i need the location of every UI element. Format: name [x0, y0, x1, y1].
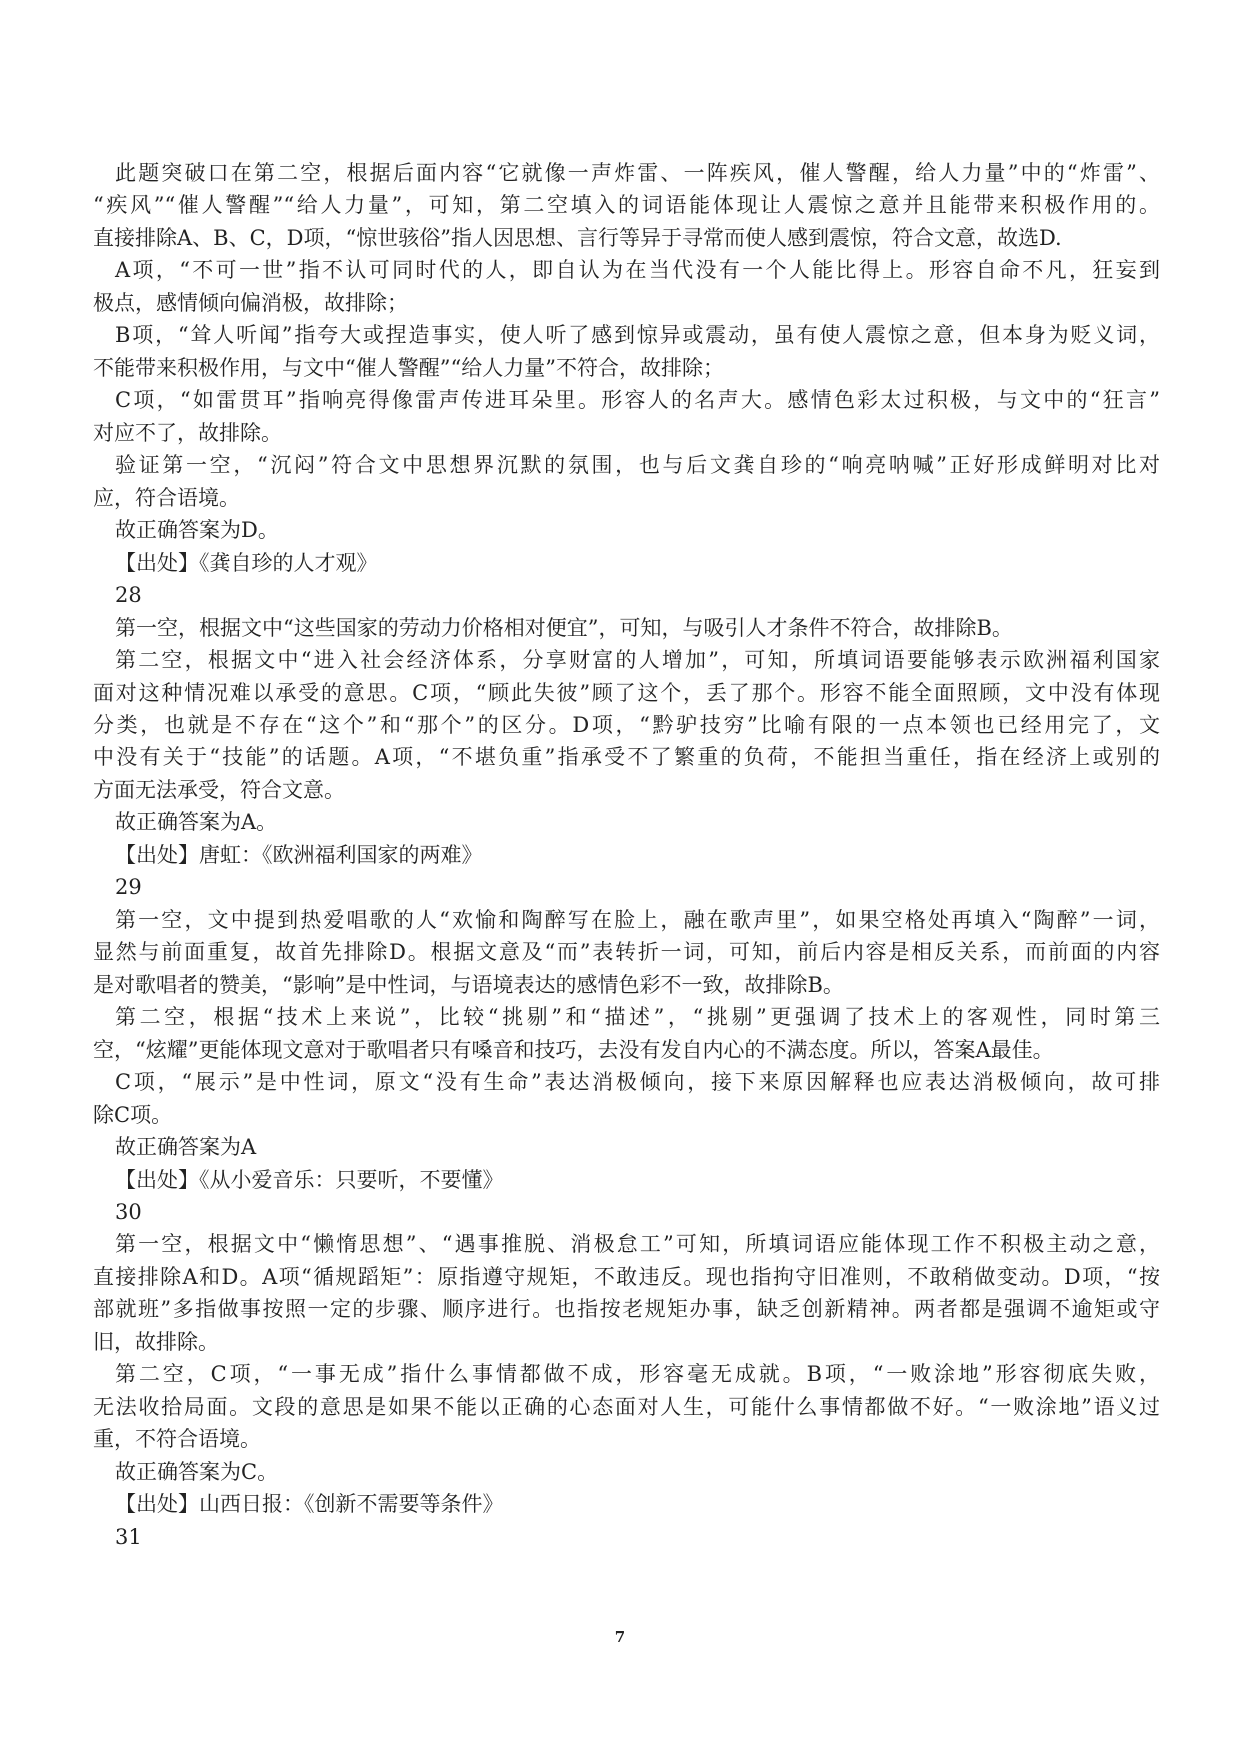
text-line: 【出处】山西日报：《创新不需要等条件》: [115, 1492, 504, 1517]
paragraph: [93, 1358, 1160, 1455]
text-line: 应，符合语境。: [93, 485, 240, 510]
text-line: 面对这种情况难以承受的意思。C项，“顾此失彼”顾了这个，丢了那个。形容不能全面照顾，文中没有体现: [93, 680, 1160, 705]
text-line: 第一空，文中提到热爱唱歌的人“欢愉和陶醉写在脸上，融在歌声里”，如果空格处再填入“陶醉”一词，: [115, 907, 1160, 932]
text-line: 【出处】唐虹：《欧洲福利国家的两难》: [115, 842, 483, 867]
text-line: 故正确答案为A: [115, 1135, 257, 1160]
paragraph: [93, 839, 1160, 871]
text-line: 故正确答案为C。: [115, 1459, 279, 1484]
text-line: 除C项。: [93, 1102, 173, 1127]
paragraph: [93, 644, 1160, 806]
text-line: 不能带来积极作用，与文中“催人警醒”“给人力量”不符合，故排除；: [93, 355, 724, 380]
text-line: 部就班”多指做事按照一定的步骤、顺序进行。也指按老规矩办事，缺乏创新精神。两者都是强调不逾矩或守: [93, 1297, 1160, 1322]
paragraph: [93, 1196, 1160, 1228]
text-line: 旧，故排除。: [93, 1329, 219, 1354]
text-line: 故正确答案为D。: [115, 518, 279, 543]
text-line: 方面无法承受，符合文意。: [93, 777, 345, 802]
text-line: 是对歌唱者的赞美，“影响”是中性词，与语境表达的感情色彩不一致，故排除B。: [93, 972, 844, 997]
page-number: 7: [614, 1628, 626, 1646]
text-line: 【出处】《龚自珍的人才观》: [115, 550, 378, 575]
text-line: 31: [115, 1524, 142, 1549]
text-line: 中没有关于“技能”的话题。A项，“不堪负重”指承受不了繁重的负荷，不能担当重任，指在经济上或别的: [93, 745, 1160, 770]
text-line: 空，“炫耀”更能体现文意对于歌唱者只有嗓音和技巧，去没有发自内心的不满态度。所以，答案A最佳。: [93, 1037, 1054, 1062]
text-line: 分类，也就是不存在“这个”和“那个”的区分。D项，“黔驴技穷”比喻有限的一点本领也已经用完了，文: [93, 712, 1160, 737]
text-line: A项，“不可一世”指不认可同时代的人，即自认为在当代没有一个人能比得上。形容自命不凡，狂妄到: [115, 258, 1160, 283]
text-line: 第二空，根据“技术上来说”，比较“挑剔”和“描述”，“挑剔”更强调了技术上的客观性，同时第三: [115, 1005, 1160, 1030]
text-line: 此题突破口在第二空，根据后面内容“它就像一声炸雷、一阵疾风，催人警醒，给人力量”中的“炸雷”、: [115, 161, 1160, 185]
text-line: 对应不了，故排除。: [93, 420, 282, 445]
text-line: 验证第一空，“沉闷”符合文中思想界沉默的氛围，也与后文龚自珍的“响亮呐喊”正好形成鲜明对比对: [115, 453, 1160, 478]
document-body: [93, 157, 1160, 1553]
paragraph: [93, 1456, 1160, 1488]
paragraph: [93, 579, 1160, 611]
text-line: 第二空，C项，“一事无成”指什么事情都做不成，形容毫无成就。B项，“一败涂地”形容彻底失败，: [115, 1362, 1160, 1387]
text-line: 直接排除A、B、C，D项，“惊世骇俗”指人因思想、言行等异于寻常而使人感到震惊，符合文意，故选D.: [93, 225, 1062, 250]
text-line: 故正确答案为A。: [115, 810, 278, 835]
text-line: 重，不符合语境。: [93, 1427, 261, 1452]
text-line: 第一空，根据文中“这些国家的劳动力价格相对便宜”，可知，与吸引人才条件不符合，故排除B。: [115, 615, 1013, 640]
text-line: 【出处】《从小爱音乐：只要听，不要懂》: [115, 1167, 504, 1192]
text-line: 28: [115, 583, 142, 608]
text-line: 直接排除A和D。A项“循规蹈矩”：原指遵守规矩，不敢违反。现也指拘守旧准则，不敢稍做变动。D项，“按: [93, 1264, 1160, 1289]
paragraph: [93, 1001, 1160, 1066]
text-line: 显然与前面重复，故首先排除D。根据文意及“而”表转折一词，可知，前后内容是相反关系，而前面的内容: [93, 940, 1160, 965]
text-line: 第一空，根据文中“懒惰思想”、“遇事推脱、消极怠工”可知，所填词语应能体现工作不积极主动之意，: [115, 1232, 1160, 1257]
paragraph: [93, 612, 1160, 644]
text-line: 极点，感情倾向偏消极，故排除；: [93, 290, 408, 315]
text-line: C项，“如雷贯耳”指响亮得像雷声传进耳朵里。形容人的名声大。感情色彩太过积极，与文中的“狂言”: [115, 388, 1160, 413]
paragraph: [93, 904, 1160, 1001]
text-line: 29: [115, 875, 142, 900]
paragraph: [93, 319, 1160, 384]
text-line: 第二空，根据文中“进入社会经济体系，分享财富的人增加”，可知，所填词语要能够表示欧洲福利国家: [115, 648, 1160, 673]
paragraph: [93, 449, 1160, 514]
text-line: B项，“耸人听闻”指夸大或捏造事实，使人听了感到惊异或震动，虽有使人震惊之意，但本身为贬义词，: [115, 323, 1160, 348]
paragraph: [93, 1066, 1160, 1131]
text-line: 30: [115, 1200, 142, 1224]
paragraph: [93, 1228, 1160, 1358]
paragraph: [93, 1164, 1160, 1196]
paragraph: [93, 514, 1160, 546]
paragraph: [93, 1131, 1160, 1163]
text-line: C项，“展示”是中性词，原文“没有生命”表达消极倾向，接下来原因解释也应表达消极倾向，故可排: [115, 1070, 1160, 1095]
paragraph: [93, 871, 1160, 903]
paragraph: [93, 1488, 1160, 1520]
paragraph: [93, 384, 1160, 449]
paragraph: [93, 547, 1160, 579]
paragraph: [93, 254, 1160, 319]
paragraph: [93, 157, 1160, 254]
text-line: 无法收拾局面。文段的意思是如果不能以正确的心态面对人生，可能什么事情都做不好。“一败涂地”语义过: [93, 1394, 1160, 1419]
paragraph: [93, 1521, 1160, 1553]
text-line: “疾风”“催人警醒”“给人力量”，可知，第二空填入的词语能体现让人震惊之意并且能带来积极作用的。: [93, 193, 1160, 218]
paragraph: [93, 806, 1160, 838]
